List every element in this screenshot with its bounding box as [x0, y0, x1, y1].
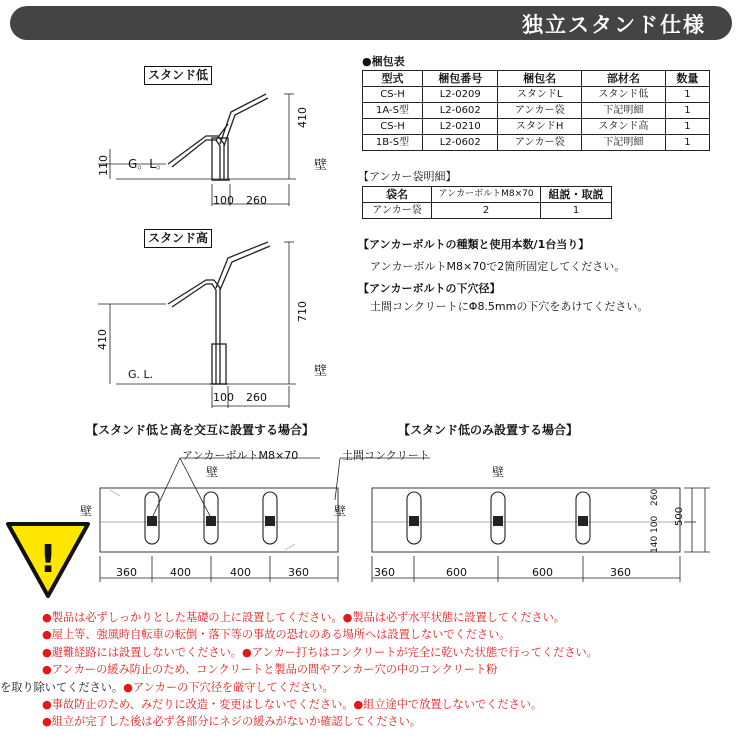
layout-low-side-dim: 140 — [650, 535, 660, 553]
stand-low-drawing — [96, 84, 326, 219]
packing-cell: CS-H — [363, 87, 423, 103]
note-line: ●避難経路には設置しないでください。 — [42, 645, 242, 659]
layout-alt-dim: 400 — [230, 566, 251, 579]
packing-header-cell: 梱包番号 — [423, 71, 498, 87]
layout-low-wall-side: 壁 — [334, 504, 347, 518]
stand-low-dim-a: 100 — [213, 194, 234, 207]
anchor-hole-title: 【アンカーボルトの下穴径】 — [358, 282, 501, 295]
packing-cell: 下記明細 — [581, 135, 665, 151]
page-title: 独立スタンド仕様 — [522, 13, 706, 37]
packing-table — [362, 70, 710, 151]
layout-alt-dim: 360 — [116, 566, 137, 579]
anchor-bag-cell: 1 — [541, 203, 612, 219]
anchor-bag-header-cell: 組説・取説 — [541, 187, 612, 203]
stand-high-wall: 壁 — [314, 364, 328, 379]
stand-low-label: スタンド低 — [144, 66, 212, 85]
packing-cell: L2-0209 — [423, 87, 498, 103]
packing-cell: スタンドH — [498, 119, 581, 135]
table-row — [363, 135, 710, 151]
packing-cell: 1 — [665, 135, 709, 151]
packing-cell: CS-H — [363, 119, 423, 135]
layout-low-dim: 600 — [446, 566, 467, 579]
stand-low-wall: 壁 — [314, 158, 328, 173]
table-row — [363, 103, 710, 119]
anchor-bag-cell: アンカー袋 — [363, 203, 432, 219]
anchor-bag-cell: 2 — [432, 203, 541, 219]
packing-cell: 1 — [665, 87, 709, 103]
layout-alt-title: 【スタンド低と高を交互に設置する場合】 — [86, 423, 315, 437]
note-line: ●組立が完了した後は必ず各部分にネジの緩みがないか確認してください。 — [42, 715, 421, 729]
header-banner — [10, 6, 732, 40]
note-line: ●事故防止のため、みだりに改造・変更はしないでください。 — [42, 698, 354, 712]
anchor-bolt-label: アンカーボルトM8×70 — [182, 449, 299, 462]
packing-header-cell: 型式 — [363, 71, 423, 87]
packing-cell: スタンド低 — [581, 87, 665, 103]
packing-cell: 1A-S型 — [363, 103, 423, 119]
layout-alt-dim: 400 — [170, 566, 191, 579]
table-row — [363, 119, 710, 135]
safety-notes — [0, 609, 732, 731]
stand-high-drawing — [96, 236, 326, 416]
packing-cell: 1 — [665, 119, 709, 135]
packing-cell: スタンド高 — [581, 119, 665, 135]
layout-alt-dim: 360 — [288, 566, 309, 579]
layout-low-side-dim: 100 — [650, 515, 660, 533]
packing-cell: L2-0602 — [423, 103, 498, 119]
packing-header-cell: 部材名 — [581, 71, 665, 87]
concrete-label: 土間コンクリート — [342, 449, 430, 462]
stand-high-low-dim: 410 — [96, 329, 109, 350]
note-line: ●製品は必ず水平状態に設置してください。 — [342, 611, 565, 624]
note-line: ●アンカー打ちはコンクリートが完全に乾いた状態で行ってください。 — [241, 645, 598, 659]
packing-header-cell: 梱包名 — [498, 71, 581, 87]
layout-low-dim: 600 — [532, 566, 553, 579]
note-line: ●屋上等、強風時自転車の転倒・落下等の事故の恐れのある場所へは設置しないでください。 — [42, 628, 511, 642]
table-row — [363, 87, 710, 103]
warning-symbol: ! — [39, 537, 57, 581]
note-line: を取り除いてください。 — [0, 680, 124, 694]
stand-low-dim-b: 260 — [246, 194, 267, 207]
note-line: ●製品は必ずしっかりとした基礎の上に設置してください。 — [42, 611, 343, 624]
note-line: ●アンカーの緩み防止のため、コンクリートと製品の間やアンカー穴の中のコンクリート粉 — [42, 663, 498, 677]
packing-cell: L2-0602 — [423, 135, 498, 151]
anchor-bag-header-cell: 袋名 — [363, 187, 432, 203]
anchor-bag-title: 【アンカー袋明細】 — [358, 170, 457, 183]
packing-cell: アンカー袋 — [498, 135, 581, 151]
stand-high-dim-a: 100 — [213, 391, 234, 404]
note-line: ●組立途中で放置しないでください。 — [353, 698, 543, 712]
stand-high-gl: G. L. — [128, 368, 154, 381]
anchor-bag-header-cell: アンカーボルトM8×70 — [432, 187, 541, 203]
table-row — [363, 203, 612, 219]
note-line: ●アンカーの下穴径を厳守してください。 — [123, 680, 334, 694]
anchor-type-title: 【アンカーボルトの種類と使用本数/1台当り】 — [358, 238, 590, 251]
warning-icon — [4, 520, 92, 600]
packing-header-row — [363, 71, 710, 87]
packing-cell: スタンドL — [498, 87, 581, 103]
anchor-bag-table — [362, 186, 612, 219]
layout-low-wall-top: 壁 — [492, 465, 505, 479]
packing-cell: 1B-S型 — [363, 135, 423, 151]
stand-high-dim-b: 260 — [246, 391, 267, 404]
stand-low-gl-dim: 110 — [97, 155, 110, 176]
stand-high-height-dim: 710 — [296, 301, 309, 322]
stand-low-gl: G。L。 — [128, 157, 168, 171]
packing-header-cell: 数量 — [665, 71, 709, 87]
packing-cell: 1 — [665, 103, 709, 119]
layout-alt-wall-top: 壁 — [206, 465, 219, 479]
layout-low-dim: 360 — [374, 566, 395, 579]
layout-low-dim: 360 — [610, 566, 631, 579]
packing-cell: アンカー袋 — [498, 103, 581, 119]
packing-cell: L2-0210 — [423, 119, 498, 135]
stand-low-height-dim: 410 — [296, 107, 309, 128]
packing-cell: 下記明細 — [581, 103, 665, 119]
layout-low-title: 【スタンド低のみ設置する場合】 — [398, 423, 579, 437]
anchor-type-text: アンカーボルトM8×70で2箇所固定してください。 — [370, 260, 626, 273]
layout-low-total-dim: 500 — [674, 506, 685, 526]
packing-title: ●梱包表 — [362, 55, 405, 68]
stand-high-label: スタンド高 — [144, 229, 212, 248]
anchor-hole-text: 土間コンクリートにΦ8.5mmの下穴をあけてください。 — [370, 300, 649, 313]
anchor-bag-header-row — [363, 187, 612, 203]
layout-alt-wall-side: 壁 — [80, 504, 93, 518]
layout-low-side-dim: 260 — [650, 488, 660, 506]
